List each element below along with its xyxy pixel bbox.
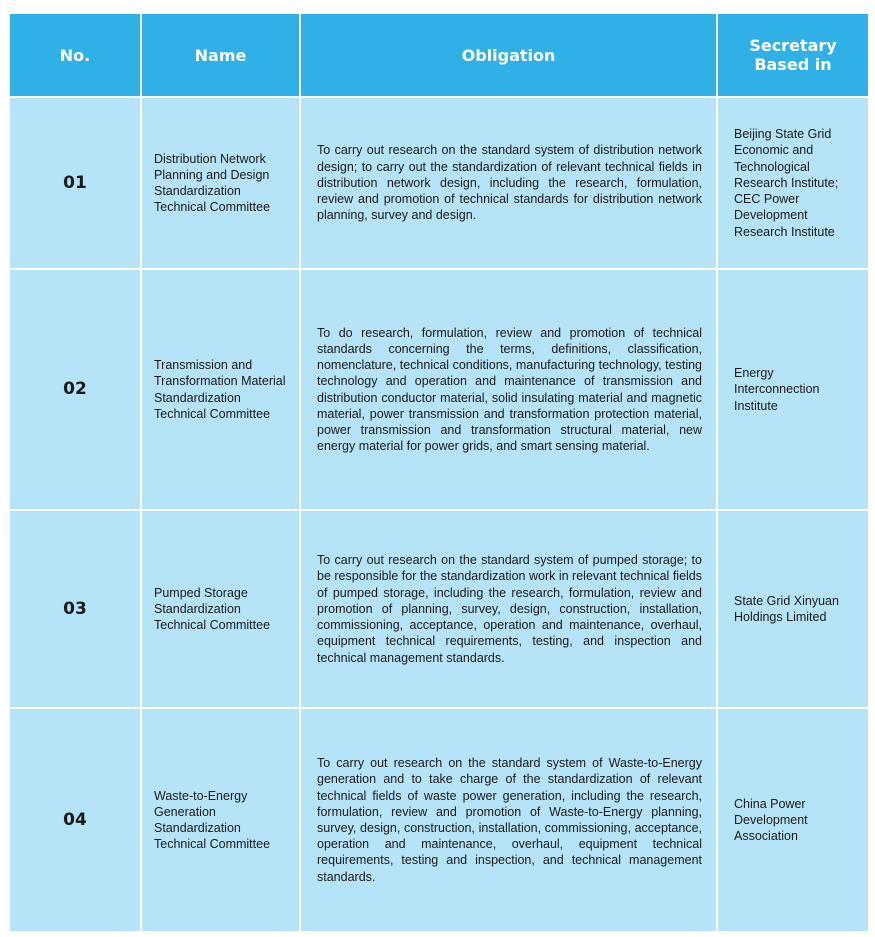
row-number: 04 [10, 708, 141, 931]
table-row [10, 510, 868, 708]
committee-name: Distribution Network Planning and Design Standardization Technical Committee [141, 97, 300, 269]
secretary-location: China Power Development Association [717, 708, 868, 931]
header-secretary: Secretary Based in [717, 14, 868, 97]
committee-name: Transmission and Transformation Material Standardization Technical Committee [141, 269, 300, 510]
row-number: 02 [10, 269, 141, 510]
committee-name: Waste-to-Energy Generation Standardization Technical Committee [141, 708, 300, 931]
header-no: No. [10, 14, 141, 97]
committee-name: Pumped Storage Standardization Technical Committee [141, 510, 300, 708]
header-name: Name [141, 14, 300, 97]
header-obligation: Obligation [300, 14, 717, 97]
table-row [10, 97, 868, 269]
secretary-location: State Grid Xinyuan Holdings Limited [717, 510, 868, 708]
committee-obligation: To carry out research on the standard system of pumped storage; to be responsible for the standardization work in relevant technical fields of pumped storage, including the research, formulation, review and promotion of planning, survey, design, construction, installation, commissioning, acceptance, operation and maintenance, overhaul, equipment technical requirements, testing, and inspection and technical management standards. [300, 510, 717, 708]
committee-table-container [10, 14, 868, 929]
committee-table [10, 14, 868, 931]
table-header-row [10, 14, 868, 97]
row-number: 01 [10, 97, 141, 269]
secretary-location: Beijing State Grid Economic and Technological Research Institute; CEC Power Development Research Institute [717, 97, 868, 269]
table-row [10, 708, 868, 931]
row-number: 03 [10, 510, 141, 708]
table-row [10, 269, 868, 510]
secretary-location: Energy Interconnection Institute [717, 269, 868, 510]
committee-obligation: To carry out research on the standard system of Waste-to-Energy generation and to take charge of the standardization of relevant technical fields of waste power generation, including the research, formulation, review and promotion of Waste-to-Energy planning, survey, design, construction, installation, commissioning, acceptance, operation and maintenance, overhaul, equipment technical requirements, testing and inspection, and technical management standards. [300, 708, 717, 931]
committee-obligation: To do research, formulation, review and promotion of technical standards concerning the terms, definitions, classification, nomenclature, technical conditions, manufacturing technology, testing technology and operation and maintenance of transmission and distribution conductor material, solid insulating material and magnetic material, power transmission and transformation protection material, power transmission and transformation structural material, new energy material for power grids, and smart sensing material. [300, 269, 717, 510]
committee-obligation: To carry out research on the standard system of distribution network design; to carry out the standardization of relevant technical fields in distribution network design, including the research, formulation, review and promotion of technical standards for distribution network planning, survey and design. [300, 97, 717, 269]
